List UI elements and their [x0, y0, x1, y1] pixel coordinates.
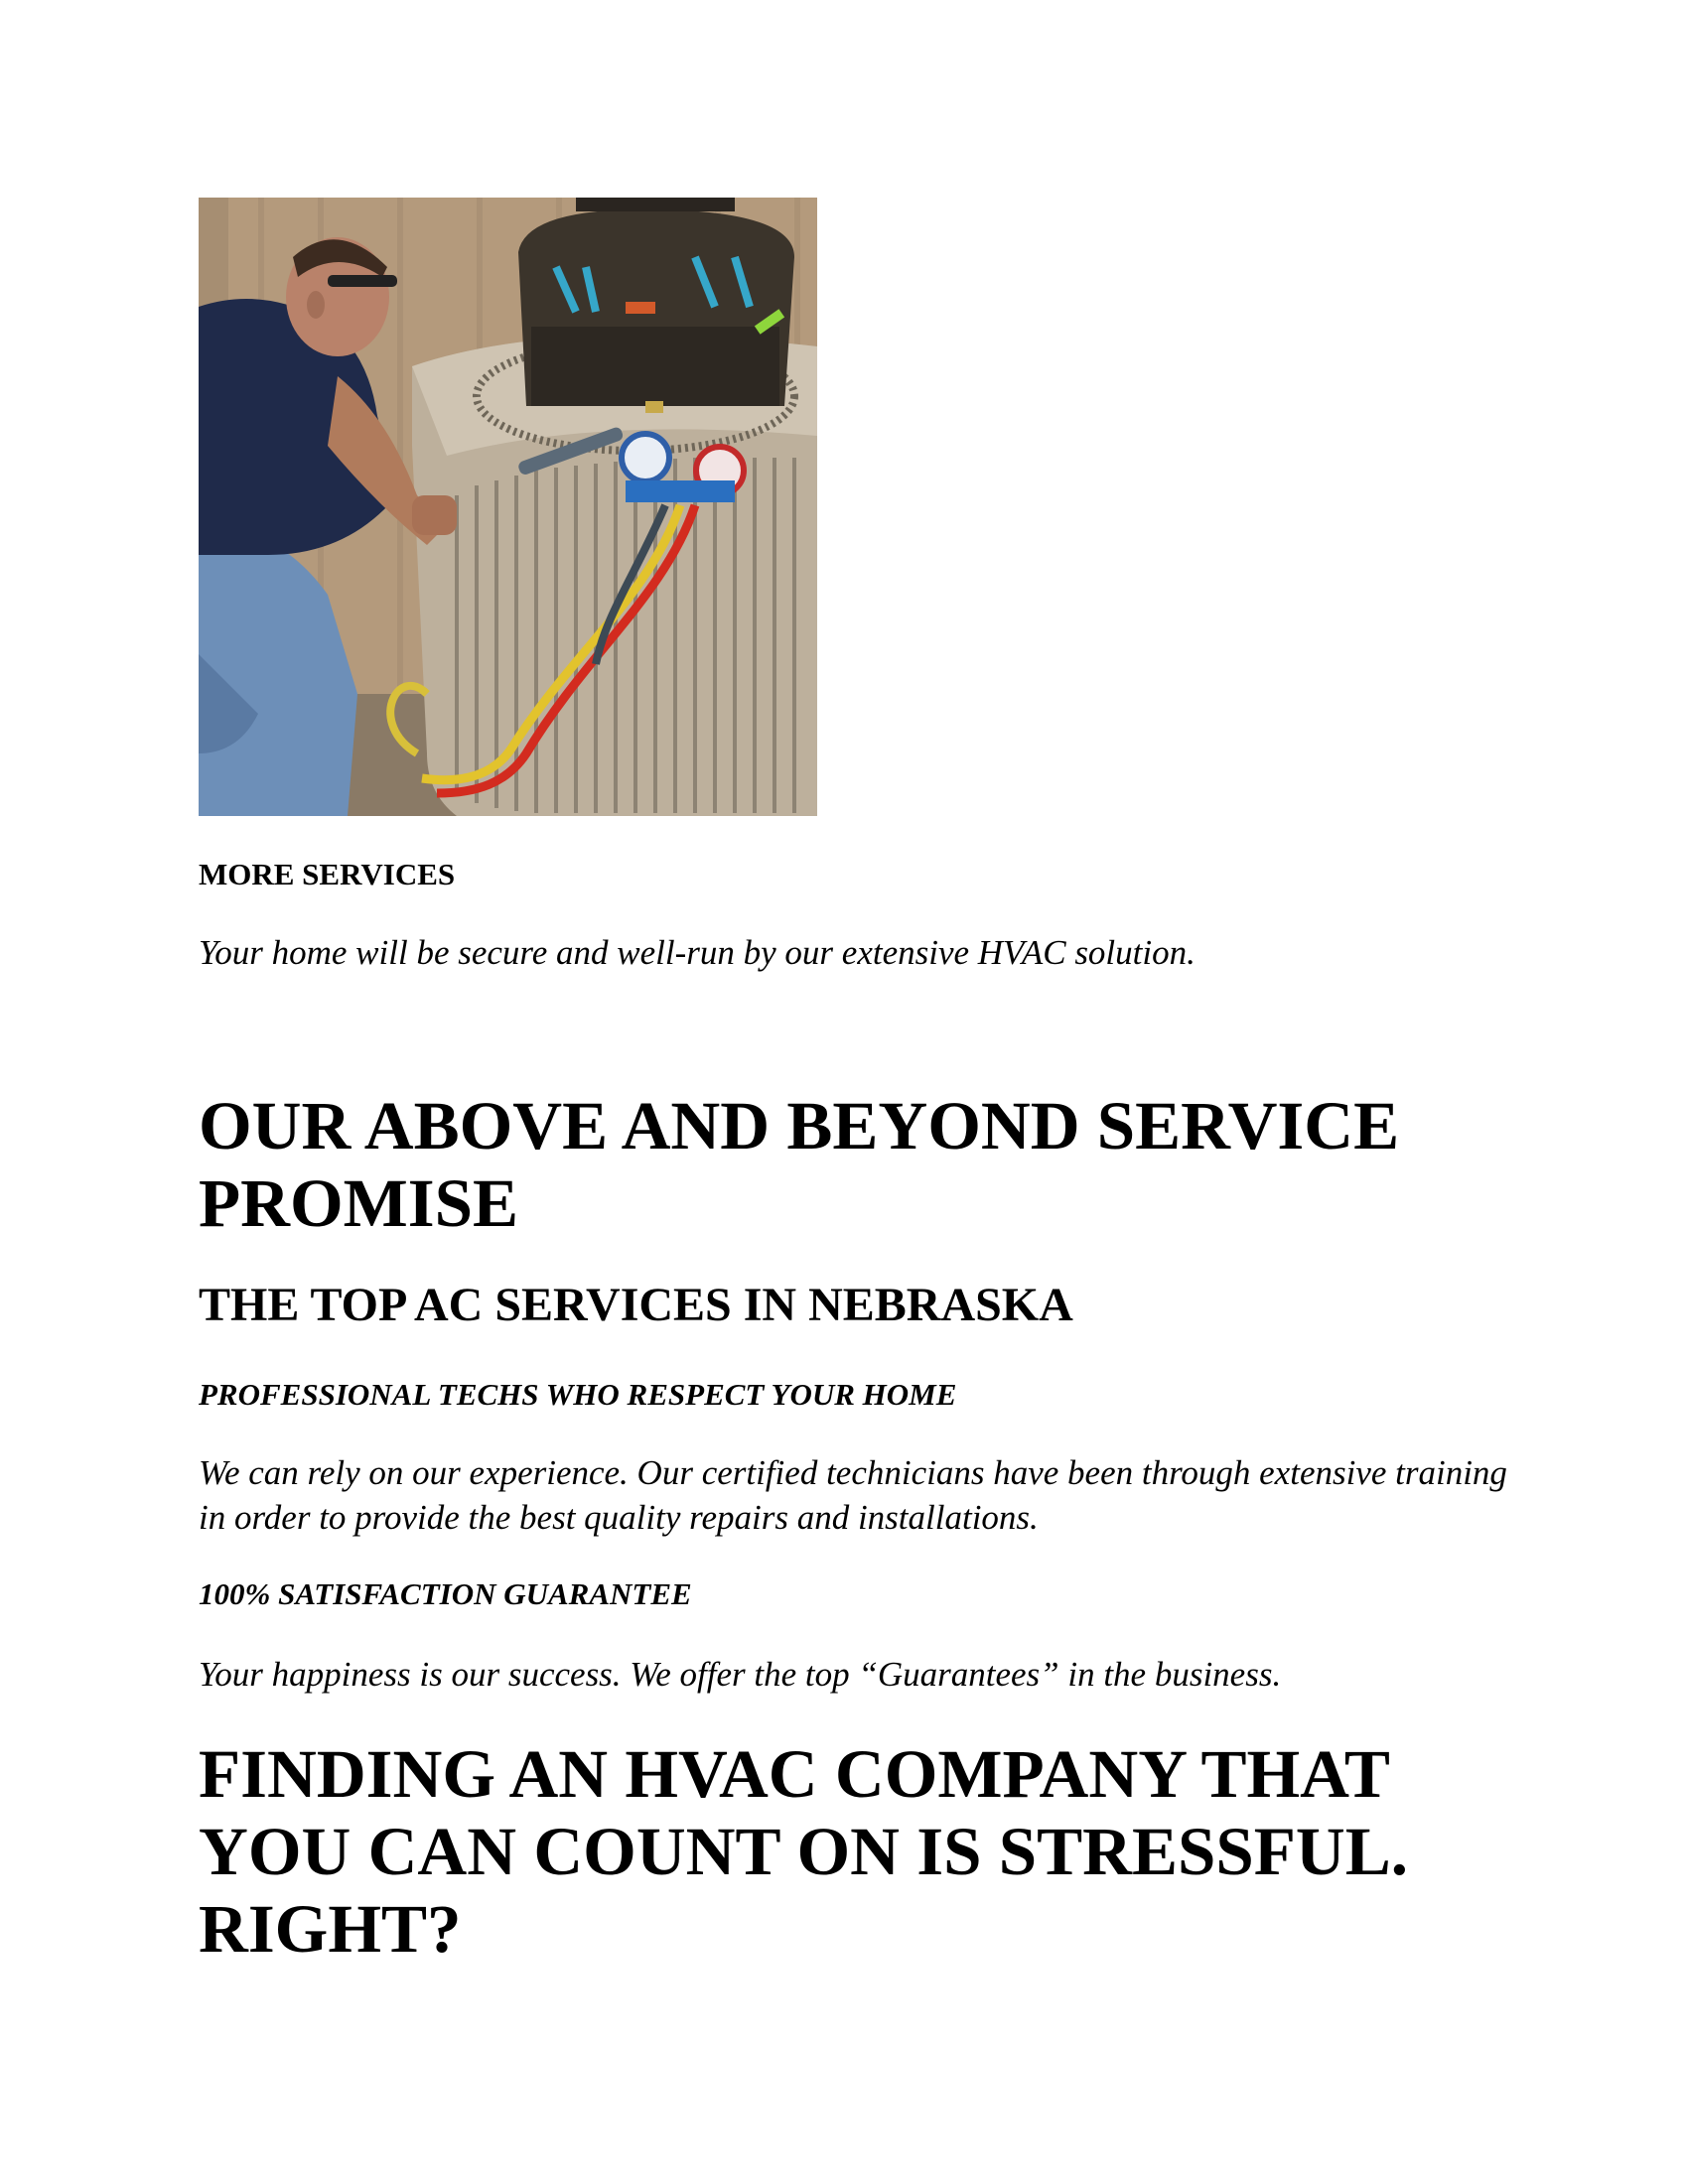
subheading: THE TOP AC SERVICES IN NEBRASKA: [199, 1279, 1073, 1331]
services-lead-text: Your home will be secure and well-run by our extensive HVAC solution.: [199, 933, 1196, 972]
feature-text: We can rely on our experience. Our certified technicians have been through extensive training in order to provide the best quality repairs and installations.: [199, 1453, 1507, 1537]
feature-text: Your happiness is our success. We offer the top “Guarantees” in the business.: [199, 1655, 1282, 1694]
feature-title: 100% SATISFACTION GUARANTEE: [199, 1576, 692, 1611]
section-label: MORE SERVICES: [199, 857, 456, 891]
hvac-technician-photo: [199, 198, 817, 816]
feature-title: PROFESSIONAL TECHS WHO RESPECT YOUR HOME: [199, 1377, 957, 1412]
closing-heading: FINDING AN HVAC COMPANY THAT YOU CAN COUNT ON IS STRESSFUL. RIGHT?: [199, 1736, 1408, 1967]
page-heading: OUR ABOVE AND BEYOND SERVICE PROMISE: [199, 1088, 1400, 1241]
